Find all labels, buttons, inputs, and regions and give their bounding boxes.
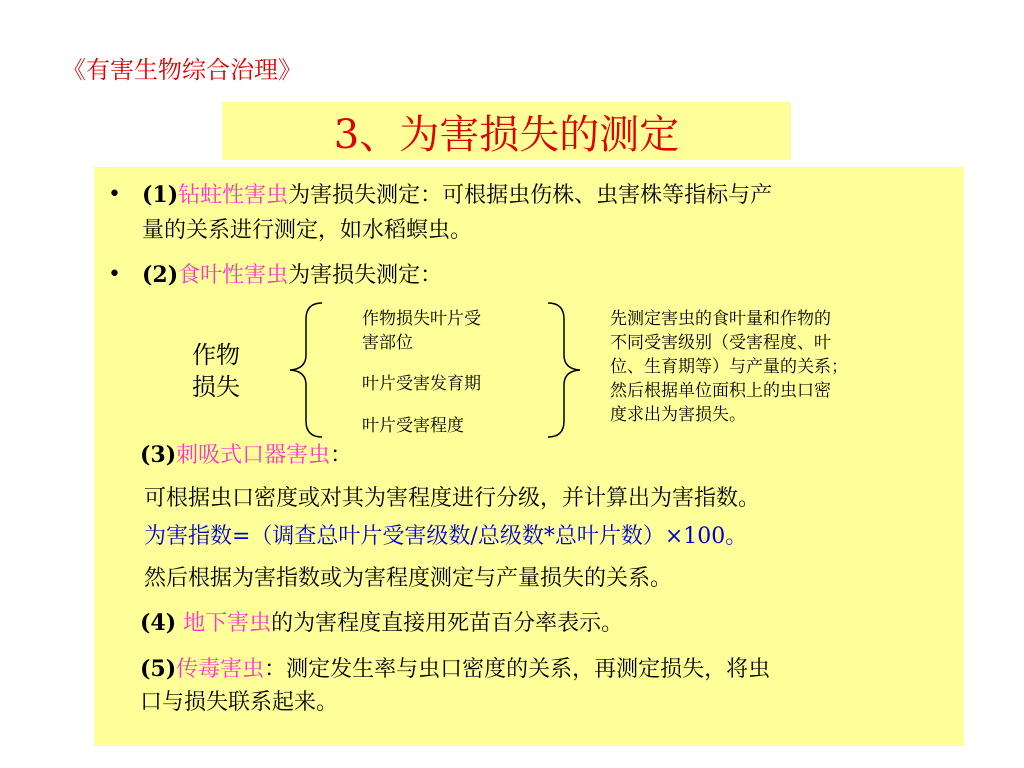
pest-type: 食叶性害虫 xyxy=(178,263,289,288)
factor-line: 作物损失叶片受 xyxy=(362,309,481,329)
slide-title-text: 3、为害损失的测定 xyxy=(333,111,680,158)
item-5-continued: 口与损失联系起来。 xyxy=(140,690,339,715)
bullet-item-1 xyxy=(108,179,952,212)
item-text: 为害损失测定：可根据虫伤株、虫害株等指标与产 xyxy=(288,183,773,208)
bullet-item-2 xyxy=(108,259,952,292)
item-3-line-1: 可根据虫口密度或对其为害程度进行分级，并计算出为害指数。 xyxy=(144,486,761,511)
bullet-dot-icon: • xyxy=(108,182,121,207)
item-4 xyxy=(140,607,950,640)
course-header: 《有害生物综合治理》 xyxy=(62,56,302,84)
crop-loss-line: 损失 xyxy=(192,373,240,401)
crop-loss-line: 作物 xyxy=(192,341,240,369)
factor-growth-stage: 叶片受害发育期 xyxy=(362,374,481,394)
item-number: (2) xyxy=(142,262,179,288)
item-text: ：测定发生率与虫口密度的关系，再测定损失，将虫 xyxy=(264,657,771,682)
diagram-description xyxy=(610,307,950,427)
factor-damage-degree: 叶片受害程度 xyxy=(362,416,464,436)
factor-line: 害部位 xyxy=(362,333,413,353)
content-panel xyxy=(94,167,964,746)
slide-title xyxy=(222,102,791,160)
description-line: 然后根据单位面积上的虫口密 xyxy=(610,381,831,401)
pest-type: 传毒害虫 xyxy=(176,657,265,682)
description-line: 先测定害虫的食叶量和作物的 xyxy=(610,309,831,329)
item-5 xyxy=(140,653,950,686)
item-text: ： xyxy=(330,443,353,468)
pest-type: 地下害虫 xyxy=(183,611,272,636)
crop-loss-label xyxy=(192,339,240,403)
factor-leaf-position xyxy=(362,307,481,355)
item-number: (5) xyxy=(140,656,177,682)
item-text: 为害损失测定： xyxy=(288,263,443,288)
item-3-line-3: 然后根据为害指数或为害程度测定与产量损失的关系。 xyxy=(144,566,673,591)
left-brace-icon xyxy=(284,301,328,439)
item-text: 量的关系进行测定，如水稻螟虫。 xyxy=(142,218,473,243)
description-line: 位、生育期等）与产量的关系； xyxy=(610,357,848,377)
item-3-heading xyxy=(140,439,950,472)
bullet-dot-icon: • xyxy=(108,262,121,287)
damage-index-formula: 为害指数=（调查总叶片受害级数/总级数*总叶片数）×100。 xyxy=(144,524,748,549)
right-brace-icon xyxy=(542,301,586,439)
pest-type: 刺吸式口器害虫 xyxy=(176,443,331,468)
description-line: 不同受害级别（受害程度、叶 xyxy=(610,333,831,353)
bullet-item-1-continued xyxy=(142,215,952,247)
item-number: (4) xyxy=(140,610,177,636)
item-text: 的为害程度直接用死苗百分率表示。 xyxy=(271,611,624,636)
item-number: (3) xyxy=(140,442,177,468)
item-number: (1) xyxy=(142,182,179,208)
pest-type: 钻蛀性害虫 xyxy=(178,183,289,208)
description-line: 度求出为害损失。 xyxy=(610,405,746,425)
